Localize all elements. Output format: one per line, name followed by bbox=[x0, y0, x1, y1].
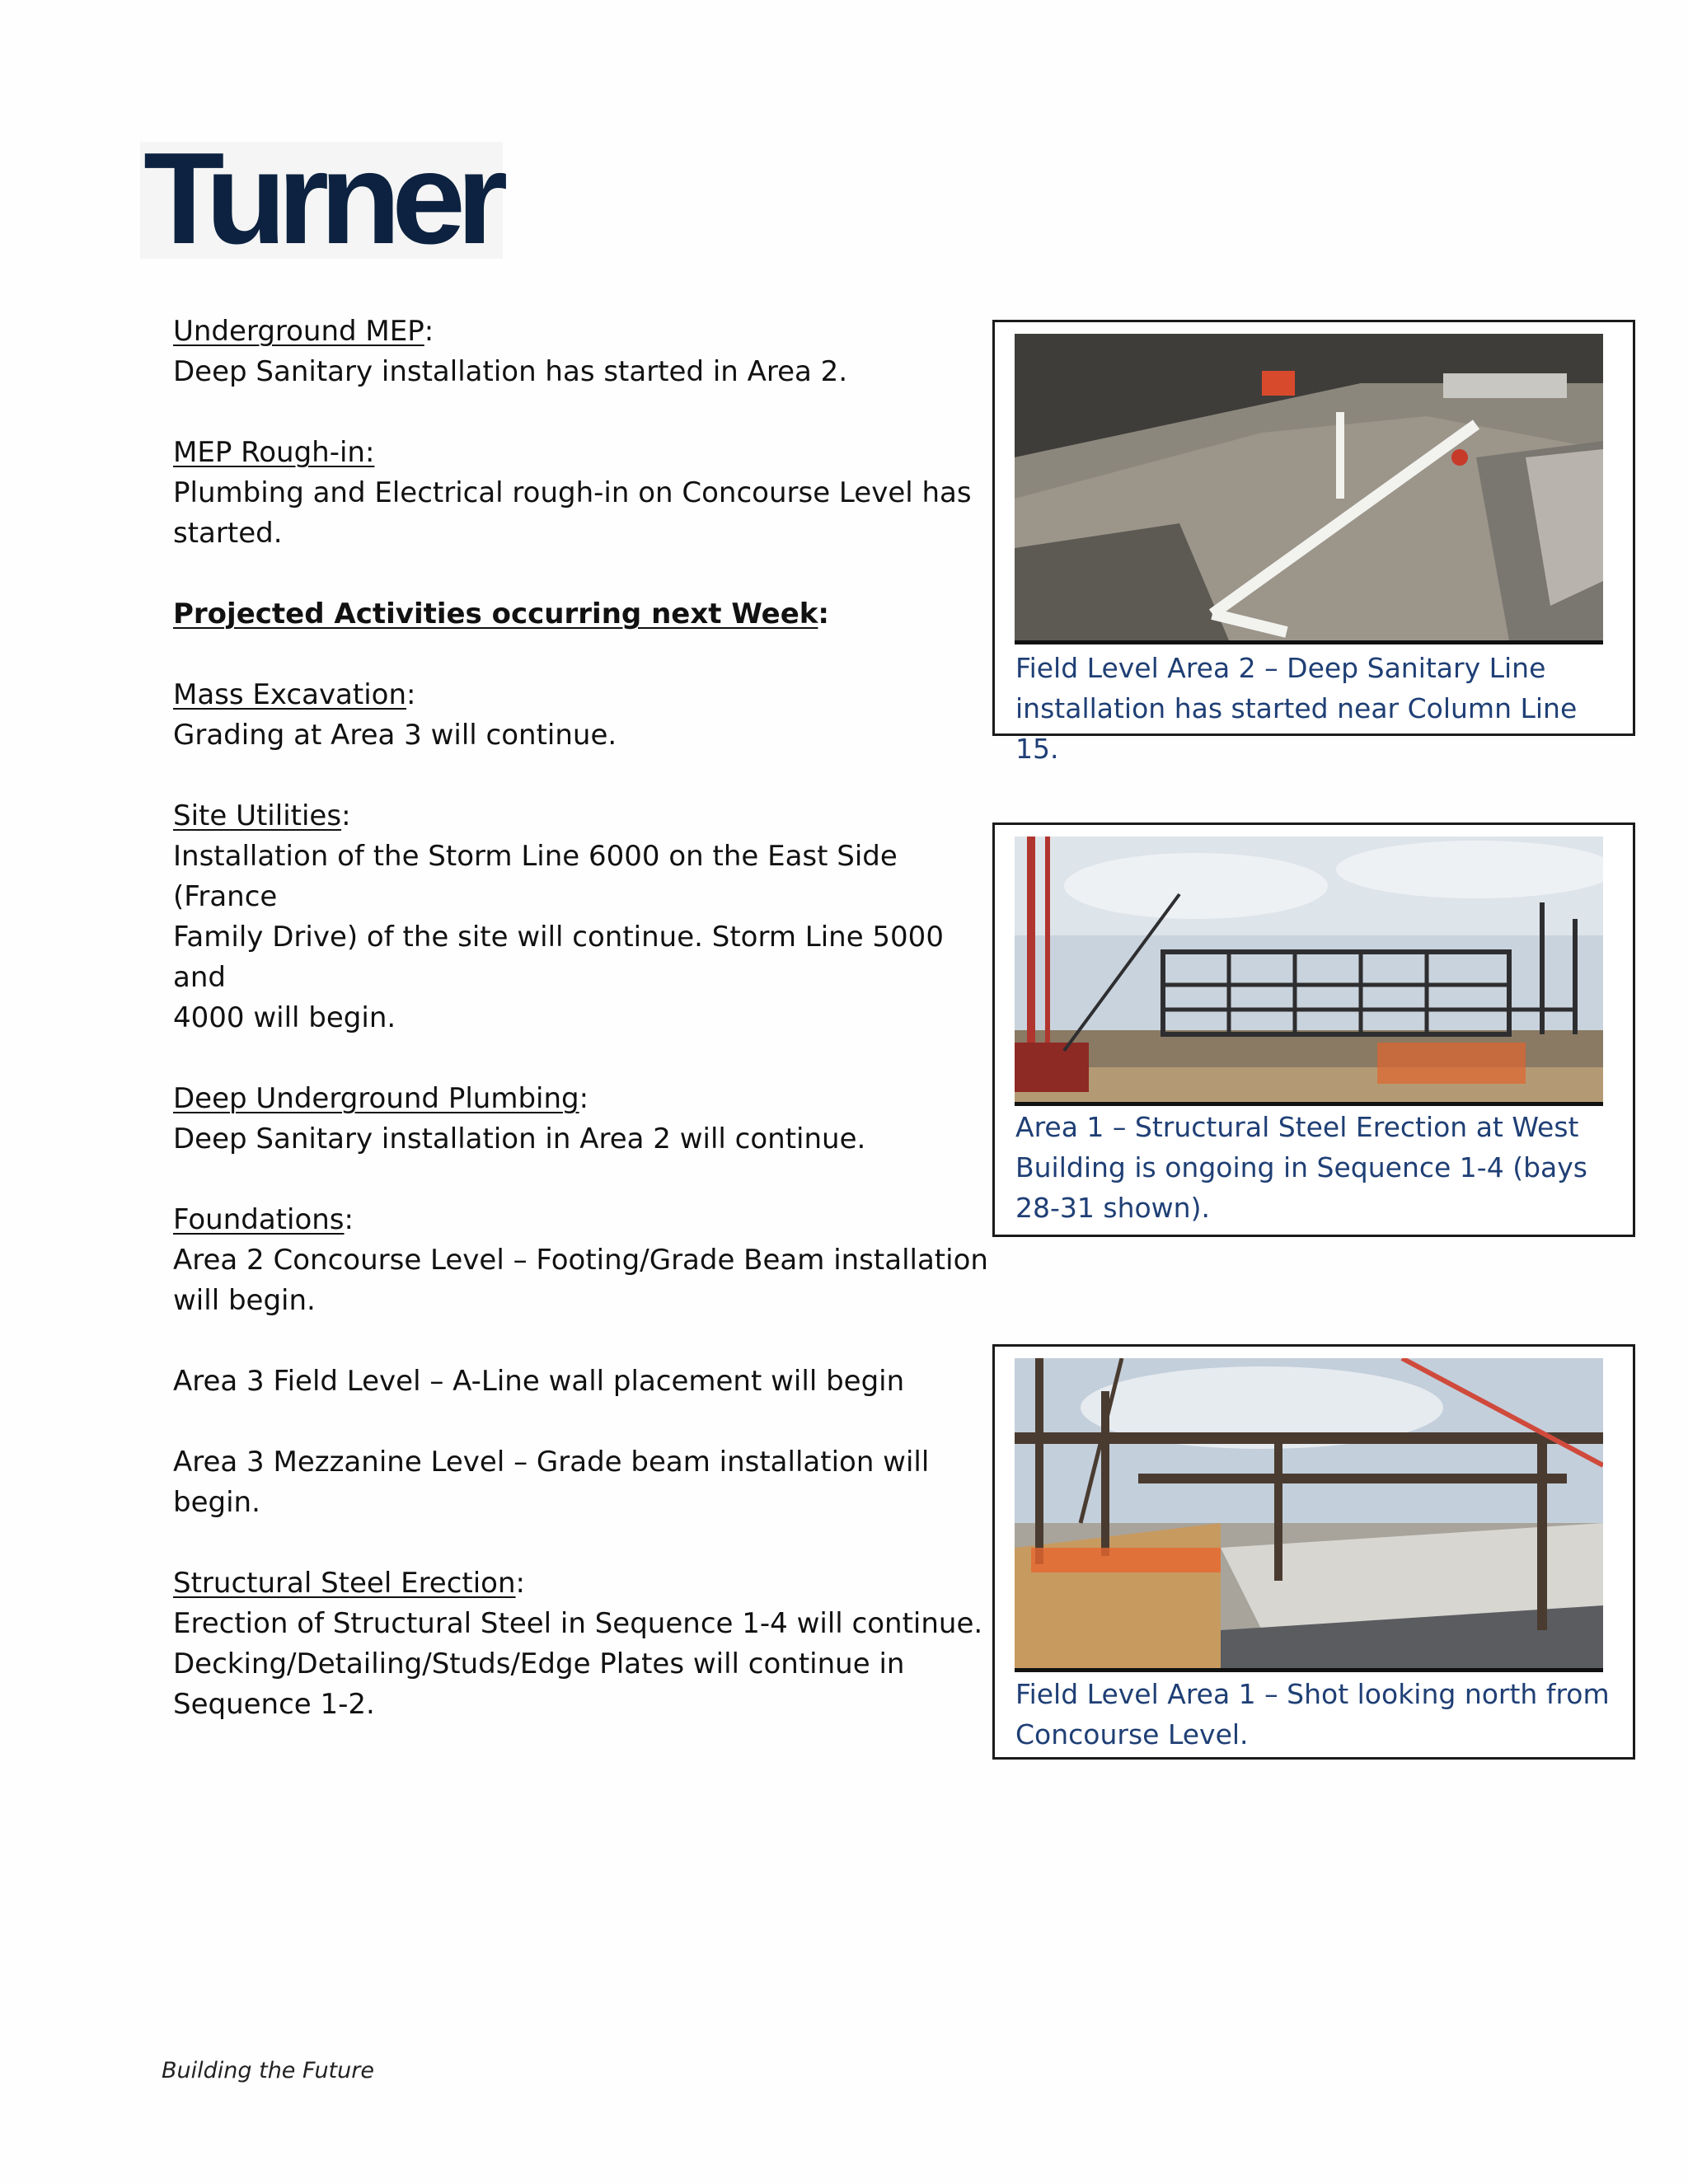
section-heading-text: Foundations bbox=[173, 1203, 345, 1236]
section-text-line: Area 3 Field Level – A-Line wall placement will begin bbox=[173, 1365, 905, 1398]
section-heading-suffix: : bbox=[424, 315, 434, 348]
report-section bbox=[173, 796, 997, 1038]
section-text-line: Family Drive) of the site will continue. Storm Line 5000 and bbox=[173, 921, 944, 994]
photo-caption-3 bbox=[1015, 1674, 1625, 1755]
section-heading-suffix: : bbox=[579, 1082, 589, 1115]
report-section bbox=[173, 594, 997, 635]
caption-line: Concourse Level. bbox=[1015, 1718, 1249, 1750]
section-heading-text: Mass Excavation bbox=[173, 678, 407, 711]
section-heading-text: MEP Rough-in: bbox=[173, 436, 375, 469]
report-section bbox=[173, 1563, 997, 1725]
section-text-line: begin. bbox=[173, 1486, 260, 1519]
caption-line: Field Level Area 1 – Shot looking north from bbox=[1015, 1678, 1610, 1710]
report-section bbox=[173, 312, 997, 392]
section-text-line: Deep Sanitary installation has started in Area 2. bbox=[173, 355, 848, 388]
section-heading-text: Site Utilities bbox=[173, 799, 342, 832]
section-text-line: Area 3 Mezzanine Level – Grade beam installation will bbox=[173, 1446, 930, 1479]
report-section bbox=[173, 1079, 997, 1160]
section-text-line: Decking/Detailing/Studs/Edge Plates will continue in bbox=[173, 1647, 905, 1680]
report-section bbox=[173, 675, 997, 756]
section-heading-suffix: : bbox=[406, 678, 416, 711]
report-section bbox=[173, 1200, 997, 1321]
section-heading-suffix: : bbox=[344, 1203, 354, 1236]
photo-field-level-area-1 bbox=[1015, 1358, 1603, 1672]
section-text-line: started. bbox=[173, 517, 283, 550]
section-heading bbox=[173, 1563, 997, 1604]
section-heading-text: Deep Underground Plumbing bbox=[173, 1082, 579, 1115]
section-heading-suffix: : bbox=[818, 598, 829, 630]
photo-caption-2 bbox=[1015, 1107, 1625, 1228]
section-heading bbox=[173, 1200, 997, 1240]
section-heading-text: Projected Activities occurring next Week bbox=[173, 598, 818, 630]
section-heading bbox=[173, 312, 997, 352]
section-heading bbox=[173, 1079, 997, 1119]
report-text-column bbox=[173, 312, 997, 1725]
section-text-line: 4000 will begin. bbox=[173, 1001, 396, 1034]
photo-card-3 bbox=[992, 1344, 1635, 1760]
photo-caption-1 bbox=[1015, 648, 1625, 769]
turner-logo bbox=[140, 126, 503, 271]
section-text-line: will begin. bbox=[173, 1284, 316, 1317]
section-text-line: Installation of the Storm Line 6000 on the East Side (France bbox=[173, 840, 898, 913]
caption-line: 28-31 shown). bbox=[1015, 1192, 1210, 1224]
section-heading-text: Underground MEP bbox=[173, 315, 424, 348]
section-text-line: Area 2 Concourse Level – Footing/Grade Beam installation bbox=[173, 1244, 988, 1277]
section-text-line: Plumbing and Electrical rough-in on Concourse Level has bbox=[173, 476, 972, 509]
section-heading bbox=[173, 675, 997, 715]
section-text-line: Grading at Area 3 will continue. bbox=[173, 719, 617, 752]
report-section bbox=[173, 1442, 997, 1523]
caption-line: Area 1 – Structural Steel Erection at West bbox=[1015, 1111, 1579, 1143]
section-text-line: Sequence 1-2. bbox=[173, 1688, 375, 1721]
section-heading bbox=[173, 594, 997, 635]
section-heading bbox=[173, 796, 997, 837]
photo-structural-steel-west bbox=[1015, 837, 1603, 1106]
report-section bbox=[173, 433, 997, 554]
photo-card-2 bbox=[992, 823, 1635, 1237]
caption-line: Building is ongoing in Sequence 1-4 (bays bbox=[1015, 1151, 1587, 1183]
logo-text: Turner bbox=[143, 126, 499, 271]
photo-card-1 bbox=[992, 320, 1635, 765]
report-section bbox=[173, 1361, 997, 1402]
caption-line: Field Level Area 2 – Deep Sanitary Line bbox=[1015, 652, 1546, 684]
section-text-line: Erection of Structural Steel in Sequence 1-4 will continue. bbox=[173, 1607, 983, 1640]
section-text-line: Deep Sanitary installation in Area 2 will continue. bbox=[173, 1122, 866, 1155]
section-heading-suffix: : bbox=[341, 799, 351, 832]
section-heading-text: Structural Steel Erection bbox=[173, 1567, 516, 1600]
footer-tagline: Building the Future bbox=[162, 2058, 374, 2083]
section-heading-suffix: : bbox=[515, 1567, 526, 1600]
section-heading bbox=[173, 433, 997, 473]
caption-line: installation has started near Column Line 15. bbox=[1015, 692, 1578, 765]
photo-deep-sanitary-line bbox=[1015, 334, 1603, 644]
